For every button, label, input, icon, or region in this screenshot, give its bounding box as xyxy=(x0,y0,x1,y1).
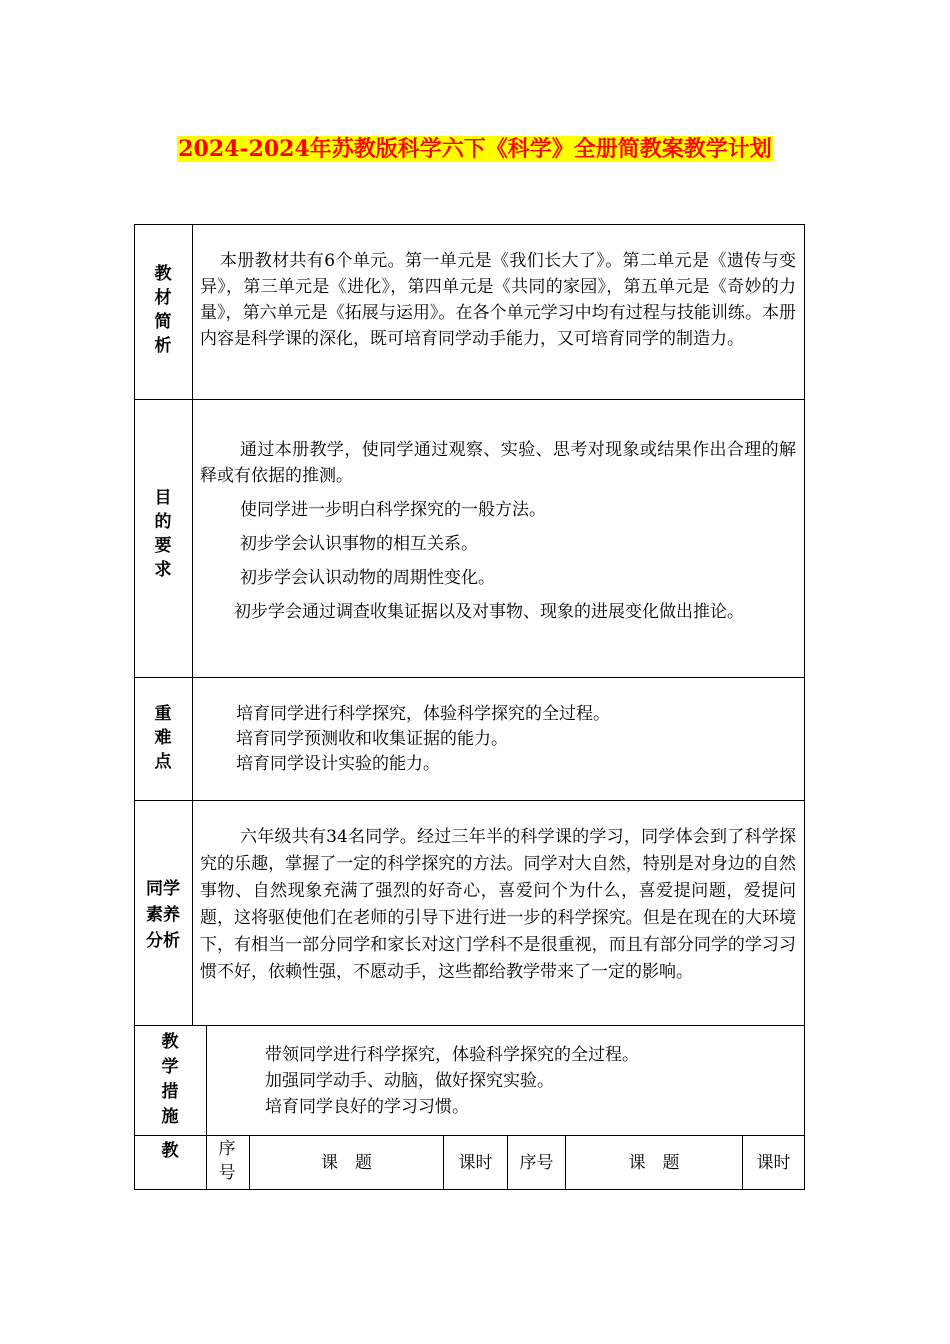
goal-item: 初步学会通过调查收集证据以及对事物、现象的进展变化做出推论。 xyxy=(234,602,744,622)
goal-item: 初步学会认识动物的周期性变化。 xyxy=(240,568,495,588)
hours-header-1: 课时 xyxy=(458,1153,493,1173)
students-label: 同学 素养 分析 xyxy=(146,879,180,951)
measures-label: 教学措施 xyxy=(161,1032,179,1127)
plan-table xyxy=(134,224,805,1190)
key-point-item: 培育同学预测收和收集证据的能力。 xyxy=(236,729,508,749)
seq-header-2: 序号 xyxy=(519,1153,554,1173)
goals-list xyxy=(200,437,796,625)
seq-header-1: 序号 xyxy=(218,1139,236,1183)
schedule-label: 教 xyxy=(161,1141,179,1161)
students-text: 六年级共有34名同学。经过三年半的科学课的学习，同学体会到了科学探究的乐趣，掌握了一定的科学探究的方法。同学对大自然，特别是对身边的自然事物、自然现象充满了强烈的好奇心，喜爱问个为什么，喜爱提问题，爱提问题，这将驱使他们在老师的引导下进行进一步的科学探究。但是在现在的大环境下，有相当一部分同学和家长对这门学科不是很重视，而且有部分同学的学习习惯不好，依赖性强，不愿动手，这些都给教学带来了一定的影响。 xyxy=(200,827,796,982)
key-point-item: 培育同学设计实验的能力。 xyxy=(236,754,440,774)
key-points-list xyxy=(236,702,796,777)
material-label: 教材简析 xyxy=(154,264,172,356)
measure-item: 带领同学进行科学探究，体验科学探究的全过程。 xyxy=(265,1045,639,1065)
hours-header-2: 课时 xyxy=(756,1153,791,1173)
topic-header-2: 课 题 xyxy=(628,1153,680,1173)
topic-header-1: 课 题 xyxy=(321,1153,372,1173)
key-point-item: 培育同学进行科学探究，体验科学探究的全过程。 xyxy=(236,704,610,724)
material-text: 本册教材共有6个单元。第一单元是《我们长大了》。第二单元是《遗传与变异》，第三单元是《进化》，第四单元是《共同的家园》，第五单元是《奇妙的力量》，第六单元是《拓展与运用》。在各个单元学习中均有过程与技能训练。本册内容是科学课的深化，既可培育同学动手能力，又可培育同学的制造力。 xyxy=(200,251,796,349)
goals-label: 目的要求 xyxy=(154,488,172,580)
measure-item: 培育同学良好的学习习惯。 xyxy=(265,1097,469,1117)
key-points-label: 重难点 xyxy=(154,704,172,772)
goal-item: 使同学进一步明白科学探究的一般方法。 xyxy=(240,500,546,520)
document-title: 2024-2024年苏教版科学六下《科学》全册简教案教学计划 xyxy=(178,136,772,162)
goal-item: 初步学会认识事物的相互关系。 xyxy=(240,534,478,554)
measures-list xyxy=(265,1042,795,1120)
goal-item: 通过本册教学，使同学通过观察、实验、思考对现象或结果作出合理的解释或有依据的推测。 xyxy=(200,440,796,486)
measure-item: 加强同学动手、动脑，做好探究实验。 xyxy=(265,1071,554,1091)
